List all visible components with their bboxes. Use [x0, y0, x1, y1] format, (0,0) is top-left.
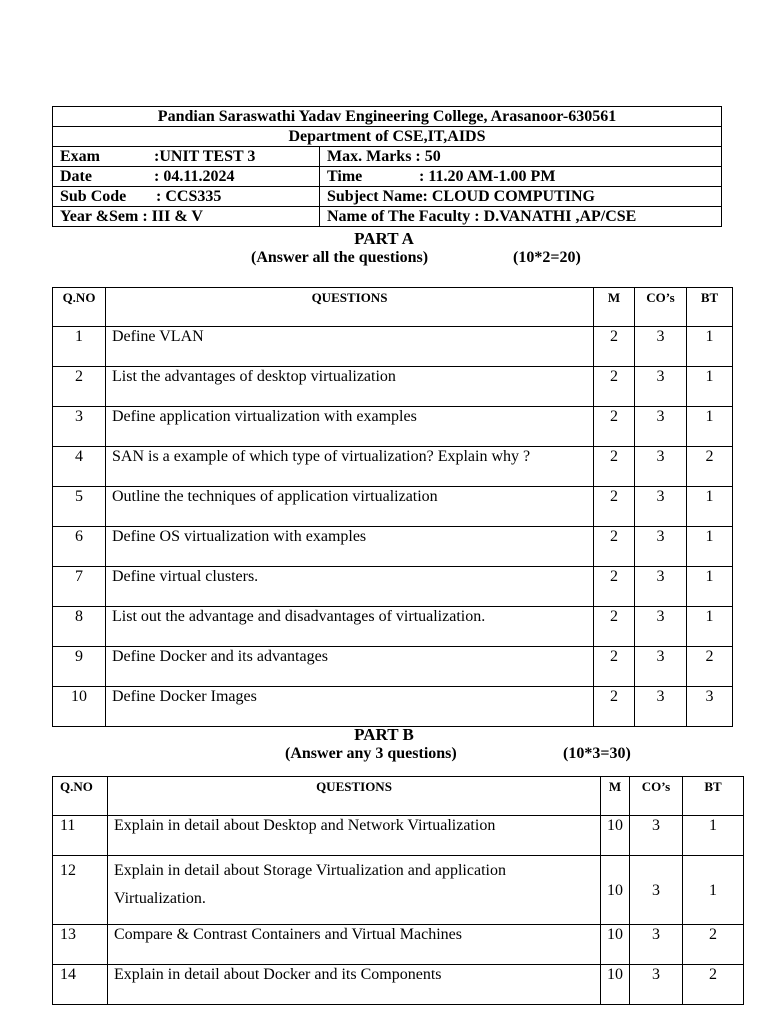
bt-cell: 3: [687, 687, 733, 727]
question-number: 5: [53, 487, 106, 527]
table-row: [53, 925, 744, 965]
subcode-cell: [53, 187, 320, 207]
question-number: 6: [53, 527, 106, 567]
co-cell: 3: [635, 607, 687, 647]
col-m: M: [594, 288, 635, 327]
part-b-table: [52, 776, 744, 1005]
col-questions: QUESTIONS: [106, 288, 594, 327]
table-row: [53, 447, 733, 487]
col-qno: Q.NO: [53, 777, 108, 816]
question-text: List out the advantage and disadvantages of virtualization.: [106, 607, 594, 647]
marks-cell: 2: [594, 487, 635, 527]
co-cell: 3: [630, 965, 683, 1005]
col-bt: BT: [687, 288, 733, 327]
col-qno: Q.NO: [53, 288, 106, 327]
col-m: M: [601, 777, 630, 816]
date-value: : 04.11.2024: [154, 168, 235, 185]
marks-cell: 2: [594, 327, 635, 367]
co-cell: 3: [635, 407, 687, 447]
table-row: [53, 327, 733, 367]
bt-cell: 1: [687, 327, 733, 367]
exam-cell: [53, 147, 320, 167]
time-cell: [320, 167, 722, 187]
question-number: 2: [53, 367, 106, 407]
table-row: [53, 407, 733, 447]
bt-cell: 1: [687, 407, 733, 447]
table-row: [53, 965, 744, 1005]
marks-cell: 2: [594, 567, 635, 607]
college-name: Pandian Saraswathi Yadav Engineering College, Arasanoor-630561: [53, 107, 722, 127]
bt-cell: 2: [683, 925, 744, 965]
question-text: Define Docker Images: [106, 687, 594, 727]
col-questions: QUESTIONS: [108, 777, 601, 816]
question-text: Compare & Contrast Containers and Virtual Machines: [108, 925, 601, 965]
co-cell: 3: [630, 925, 683, 965]
co-cell: 3: [635, 687, 687, 727]
col-co: CO’s: [630, 777, 683, 816]
marks-cell: 2: [594, 447, 635, 487]
question-text: Explain in detail about Desktop and Network Virtualization: [108, 816, 601, 856]
part-b-marks: (10*3=30): [563, 745, 631, 762]
exam-header-table: [52, 106, 722, 227]
table-row: [53, 367, 733, 407]
table-row: [53, 487, 733, 527]
co-cell: 3: [630, 856, 683, 925]
question-text: Define VLAN: [106, 327, 594, 367]
year-semester: Year &Sem : III & V: [53, 207, 320, 227]
bt-cell: 2: [687, 647, 733, 687]
part-b-title: PART B: [354, 725, 414, 744]
bt-cell: 2: [687, 447, 733, 487]
question-text: Explain in detail about Docker and its Components: [108, 965, 601, 1005]
question-text: List the advantages of desktop virtualization: [106, 367, 594, 407]
time-value: : 11.20 AM-1.00 PM: [419, 168, 556, 185]
question-number: 4: [53, 447, 106, 487]
bt-cell: 1: [687, 607, 733, 647]
co-cell: 3: [635, 327, 687, 367]
col-bt: BT: [683, 777, 744, 816]
question-text: Define application virtualization with examples: [106, 407, 594, 447]
bt-cell: 1: [683, 816, 744, 856]
question-number: 10: [53, 687, 106, 727]
question-number: 3: [53, 407, 106, 447]
question-number: 8: [53, 607, 106, 647]
col-co: CO’s: [635, 288, 687, 327]
co-cell: 3: [635, 647, 687, 687]
bt-cell: 1: [687, 527, 733, 567]
question-text: Outline the techniques of application virtualization: [106, 487, 594, 527]
faculty-name: Name of The Faculty : D.VANATHI ,AP/CSE: [320, 207, 722, 227]
exam-value: :UNIT TEST 3: [154, 148, 256, 165]
marks-cell: 2: [594, 527, 635, 567]
question-number: 11: [53, 816, 108, 856]
bt-cell: 1: [687, 567, 733, 607]
question-number: 14: [53, 965, 108, 1005]
table-row: [53, 816, 744, 856]
marks-cell: 2: [594, 367, 635, 407]
bt-cell: 2: [683, 965, 744, 1005]
marks-cell: 2: [594, 407, 635, 447]
question-number: 9: [53, 647, 106, 687]
co-cell: 3: [635, 367, 687, 407]
exam-label: Exam: [60, 148, 100, 165]
part-a-table: [52, 287, 733, 727]
bt-cell: 1: [683, 856, 744, 925]
table-row: [53, 527, 733, 567]
question-number: 13: [53, 925, 108, 965]
table-row: [53, 647, 733, 687]
marks-cell: 10: [601, 816, 630, 856]
date-label: Date: [60, 168, 92, 185]
part-a-marks: (10*2=20): [513, 249, 581, 266]
marks-cell: 10: [601, 856, 630, 925]
date-cell: [53, 167, 320, 187]
co-cell: 3: [635, 487, 687, 527]
question-number: 1: [53, 327, 106, 367]
question-text: Define OS virtualization with examples: [106, 527, 594, 567]
part-a-instruction: (Answer all the questions): [251, 249, 429, 266]
bt-cell: 1: [687, 367, 733, 407]
marks-cell: 2: [594, 647, 635, 687]
subcode-value: : CCS335: [156, 188, 222, 205]
table-row: [53, 856, 744, 925]
question-number: 12: [53, 856, 108, 925]
department-name: Department of CSE,IT,AIDS: [53, 127, 722, 147]
marks-cell: 10: [601, 965, 630, 1005]
subcode-label: Sub Code: [60, 188, 127, 205]
co-cell: 3: [635, 527, 687, 567]
co-cell: 3: [635, 567, 687, 607]
question-text: Define virtual clusters.: [106, 567, 594, 607]
table-row: [53, 687, 733, 727]
part-a-title: PART A: [354, 229, 414, 248]
part-b-instruction: (Answer any 3 questions): [285, 745, 457, 762]
question-text: Explain in detail about Storage Virtualization and application Virtualization.: [108, 856, 601, 925]
marks-cell: 10: [601, 925, 630, 965]
question-text: SAN is a example of which type of virtualization? Explain why ?: [106, 447, 594, 487]
co-cell: 3: [630, 816, 683, 856]
question-text: Define Docker and its advantages: [106, 647, 594, 687]
max-marks: Max. Marks : 50: [320, 147, 722, 167]
marks-cell: 2: [594, 607, 635, 647]
marks-cell: 2: [594, 687, 635, 727]
subject-name: Subject Name: CLOUD COMPUTING: [320, 187, 722, 207]
table-row: [53, 567, 733, 607]
co-cell: 3: [635, 447, 687, 487]
table-row: [53, 607, 733, 647]
bt-cell: 1: [687, 487, 733, 527]
time-label: Time: [327, 168, 363, 185]
question-number: 7: [53, 567, 106, 607]
